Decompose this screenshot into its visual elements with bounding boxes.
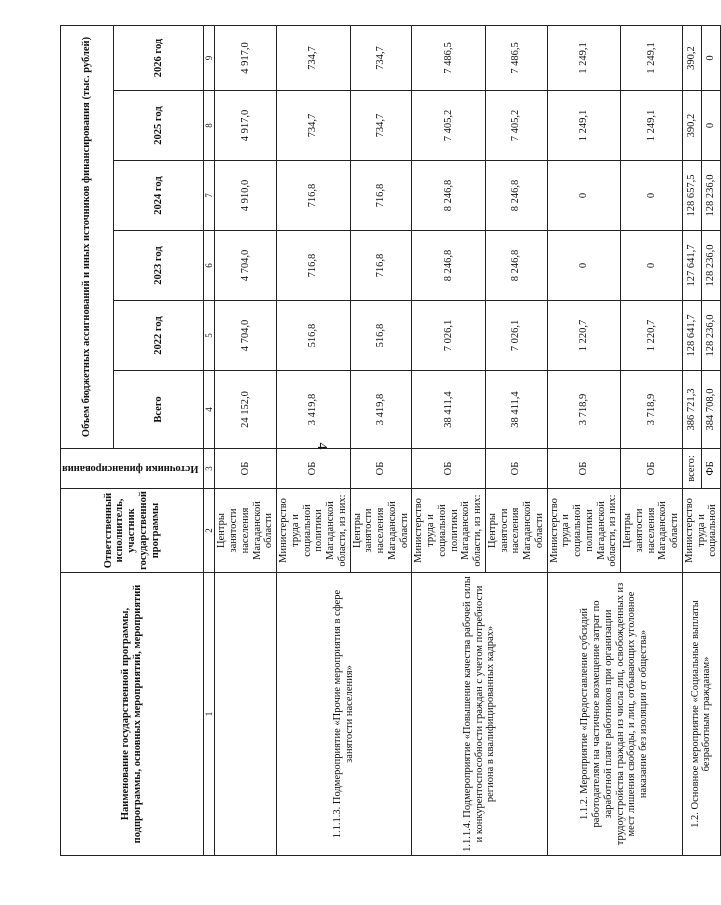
row-source: ОБ: [350, 449, 412, 489]
row-value: 4 917,0: [215, 25, 277, 90]
header-year: 2026 год: [114, 25, 204, 90]
row-value: 1 220,7: [547, 301, 621, 371]
row-value: 4 704,0: [215, 231, 277, 301]
col-index: 8: [204, 91, 215, 161]
header-source: Источники финансирования: [61, 449, 204, 489]
row-value: 8 246,8: [412, 161, 486, 231]
row-value: 1 249,1: [621, 91, 683, 161]
row-name: 1.1.1.4. Подмероприятие «Повышение качества рабочей силы и конкурентоспособности граждан с учетом потребности региона в квалифицированных кадрах»: [412, 573, 547, 856]
page-number: 4: [314, 442, 329, 450]
col-index: 9: [204, 25, 215, 90]
column-index-row: [204, 25, 215, 855]
row-value: 0: [547, 161, 621, 231]
row-value: 8 246,8: [485, 161, 547, 231]
row-value: 716,8: [277, 231, 351, 301]
col-index: 7: [204, 161, 215, 231]
rotated-table-container: [60, 26, 719, 856]
header-total: Всего: [114, 371, 204, 449]
table-row: [412, 25, 486, 855]
row-value: 128 236,0: [701, 161, 720, 231]
row-value: 390,2: [682, 25, 701, 90]
row-value: 3 419,8: [350, 371, 412, 449]
row-value: 128 657,5: [682, 161, 701, 231]
row-source: ФБ: [701, 449, 720, 489]
row-value: 3 718,9: [547, 371, 621, 449]
row-responsible: Министерство труда и социальной политики Магаданской области, из них:: [277, 489, 351, 573]
col-index: 3: [204, 449, 215, 489]
row-value: 390,2: [682, 91, 701, 161]
header-volume: Объем бюджетных ассигнований и иных источников финансирования (тыс. рублей): [61, 25, 114, 448]
header-responsible: Ответственный исполнитель, участник государственной программы: [61, 489, 204, 573]
row-value: 516,8: [350, 301, 412, 371]
row-responsible: Центры занятости населения Магаданской области: [621, 489, 683, 573]
budget-table: [60, 25, 721, 856]
header-year: 2023 год: [114, 231, 204, 301]
row-value: 4 910,0: [215, 161, 277, 231]
header-year: 2025 год: [114, 91, 204, 161]
row-responsible: Министерство труда и социальной политики Магаданской области, из них:: [547, 489, 621, 573]
row-source: ОБ: [621, 449, 683, 489]
row-value: 1 220,7: [621, 301, 683, 371]
row-value: 1 249,1: [547, 91, 621, 161]
row-value: 0: [701, 25, 720, 90]
col-index: 6: [204, 231, 215, 301]
col-index: 4: [204, 371, 215, 449]
row-name: 1.2. Основное мероприятие «Социальные выплаты безработным гражданам»: [682, 573, 720, 856]
row-value: 716,8: [277, 161, 351, 231]
row-value: 7 026,1: [412, 301, 486, 371]
row-name: 1.1.2. Мероприятие «Предоставление субсидий работодателям на частичное возмещение затрат по заработной плате работников при организации трудоустройства граждан из числа лиц, освобожденных из мест лишения свободы, и лиц, отбывающих уголовное наказание без изоляции от общества»: [547, 573, 682, 856]
col-index: 1: [204, 573, 215, 856]
row-value: 734,7: [350, 91, 412, 161]
row-value: 7 026,1: [485, 301, 547, 371]
row-responsible: Центры занятости населения Магаданской области: [350, 489, 412, 573]
row-value: 0: [547, 231, 621, 301]
row-value: 7 405,2: [485, 91, 547, 161]
row-value: 734,7: [277, 25, 351, 90]
row-value: 384 708,0: [701, 371, 720, 449]
col-index: 5: [204, 301, 215, 371]
table-row: [277, 25, 351, 855]
row-value: 38 411,4: [485, 371, 547, 449]
table-row: [547, 25, 621, 855]
header-name: Наименование государственной программы, подпрограммы, основных мероприятий, мероприятий: [61, 573, 204, 856]
row-value: 128 236,0: [701, 231, 720, 301]
col-index: 2: [204, 489, 215, 573]
row-responsible: Центры занятости населения Магаданской области: [485, 489, 547, 573]
row-value: 7 486,5: [412, 25, 486, 90]
row-name: 1.1.1.3. Подмероприятие «Прочие мероприятия в сфере занятости населения»: [277, 573, 412, 856]
row-source: ОБ: [547, 449, 621, 489]
row-value: 386 721,3: [682, 371, 701, 449]
row-name: [215, 573, 277, 856]
row-value: 734,7: [350, 25, 412, 90]
row-value: 516,8: [277, 301, 351, 371]
row-value: 1 249,1: [547, 25, 621, 90]
row-responsible: Министерство труда и социальной политики Магаданской области, из них:: [412, 489, 486, 573]
row-source: ОБ: [215, 449, 277, 489]
row-value: 8 246,8: [485, 231, 547, 301]
row-value: 3 419,8: [277, 371, 351, 449]
table-row: [215, 25, 277, 855]
row-source: ОБ: [277, 449, 351, 489]
row-value: 128 641,7: [682, 301, 701, 371]
header-year: 2022 год: [114, 301, 204, 371]
row-source: ОБ: [412, 449, 486, 489]
row-value: 716,8: [350, 161, 412, 231]
header-year: 2024 год: [114, 161, 204, 231]
row-value: 0: [621, 231, 683, 301]
row-value: 7 405,2: [412, 91, 486, 161]
row-value: 128 236,0: [701, 301, 720, 371]
row-value: 4 704,0: [215, 301, 277, 371]
row-source: всего:: [682, 449, 701, 489]
row-value: 716,8: [350, 231, 412, 301]
row-value: 38 411,4: [412, 371, 486, 449]
row-value: 4 917,0: [215, 91, 277, 161]
row-responsible: Центры занятости населения Магаданской области: [215, 489, 277, 573]
row-value: 734,7: [277, 91, 351, 161]
row-responsible: Министерство труда и социальной: [682, 489, 720, 573]
row-value: 0: [701, 91, 720, 161]
row-value: 1 249,1: [621, 25, 683, 90]
row-value: 7 486,5: [485, 25, 547, 90]
row-value: 3 718,9: [621, 371, 683, 449]
row-value: 127 641,7: [682, 231, 701, 301]
row-value: 24 152,0: [215, 371, 277, 449]
row-value: 8 246,8: [412, 231, 486, 301]
table-row: [682, 25, 701, 855]
row-value: 0: [621, 161, 683, 231]
row-source: ОБ: [485, 449, 547, 489]
